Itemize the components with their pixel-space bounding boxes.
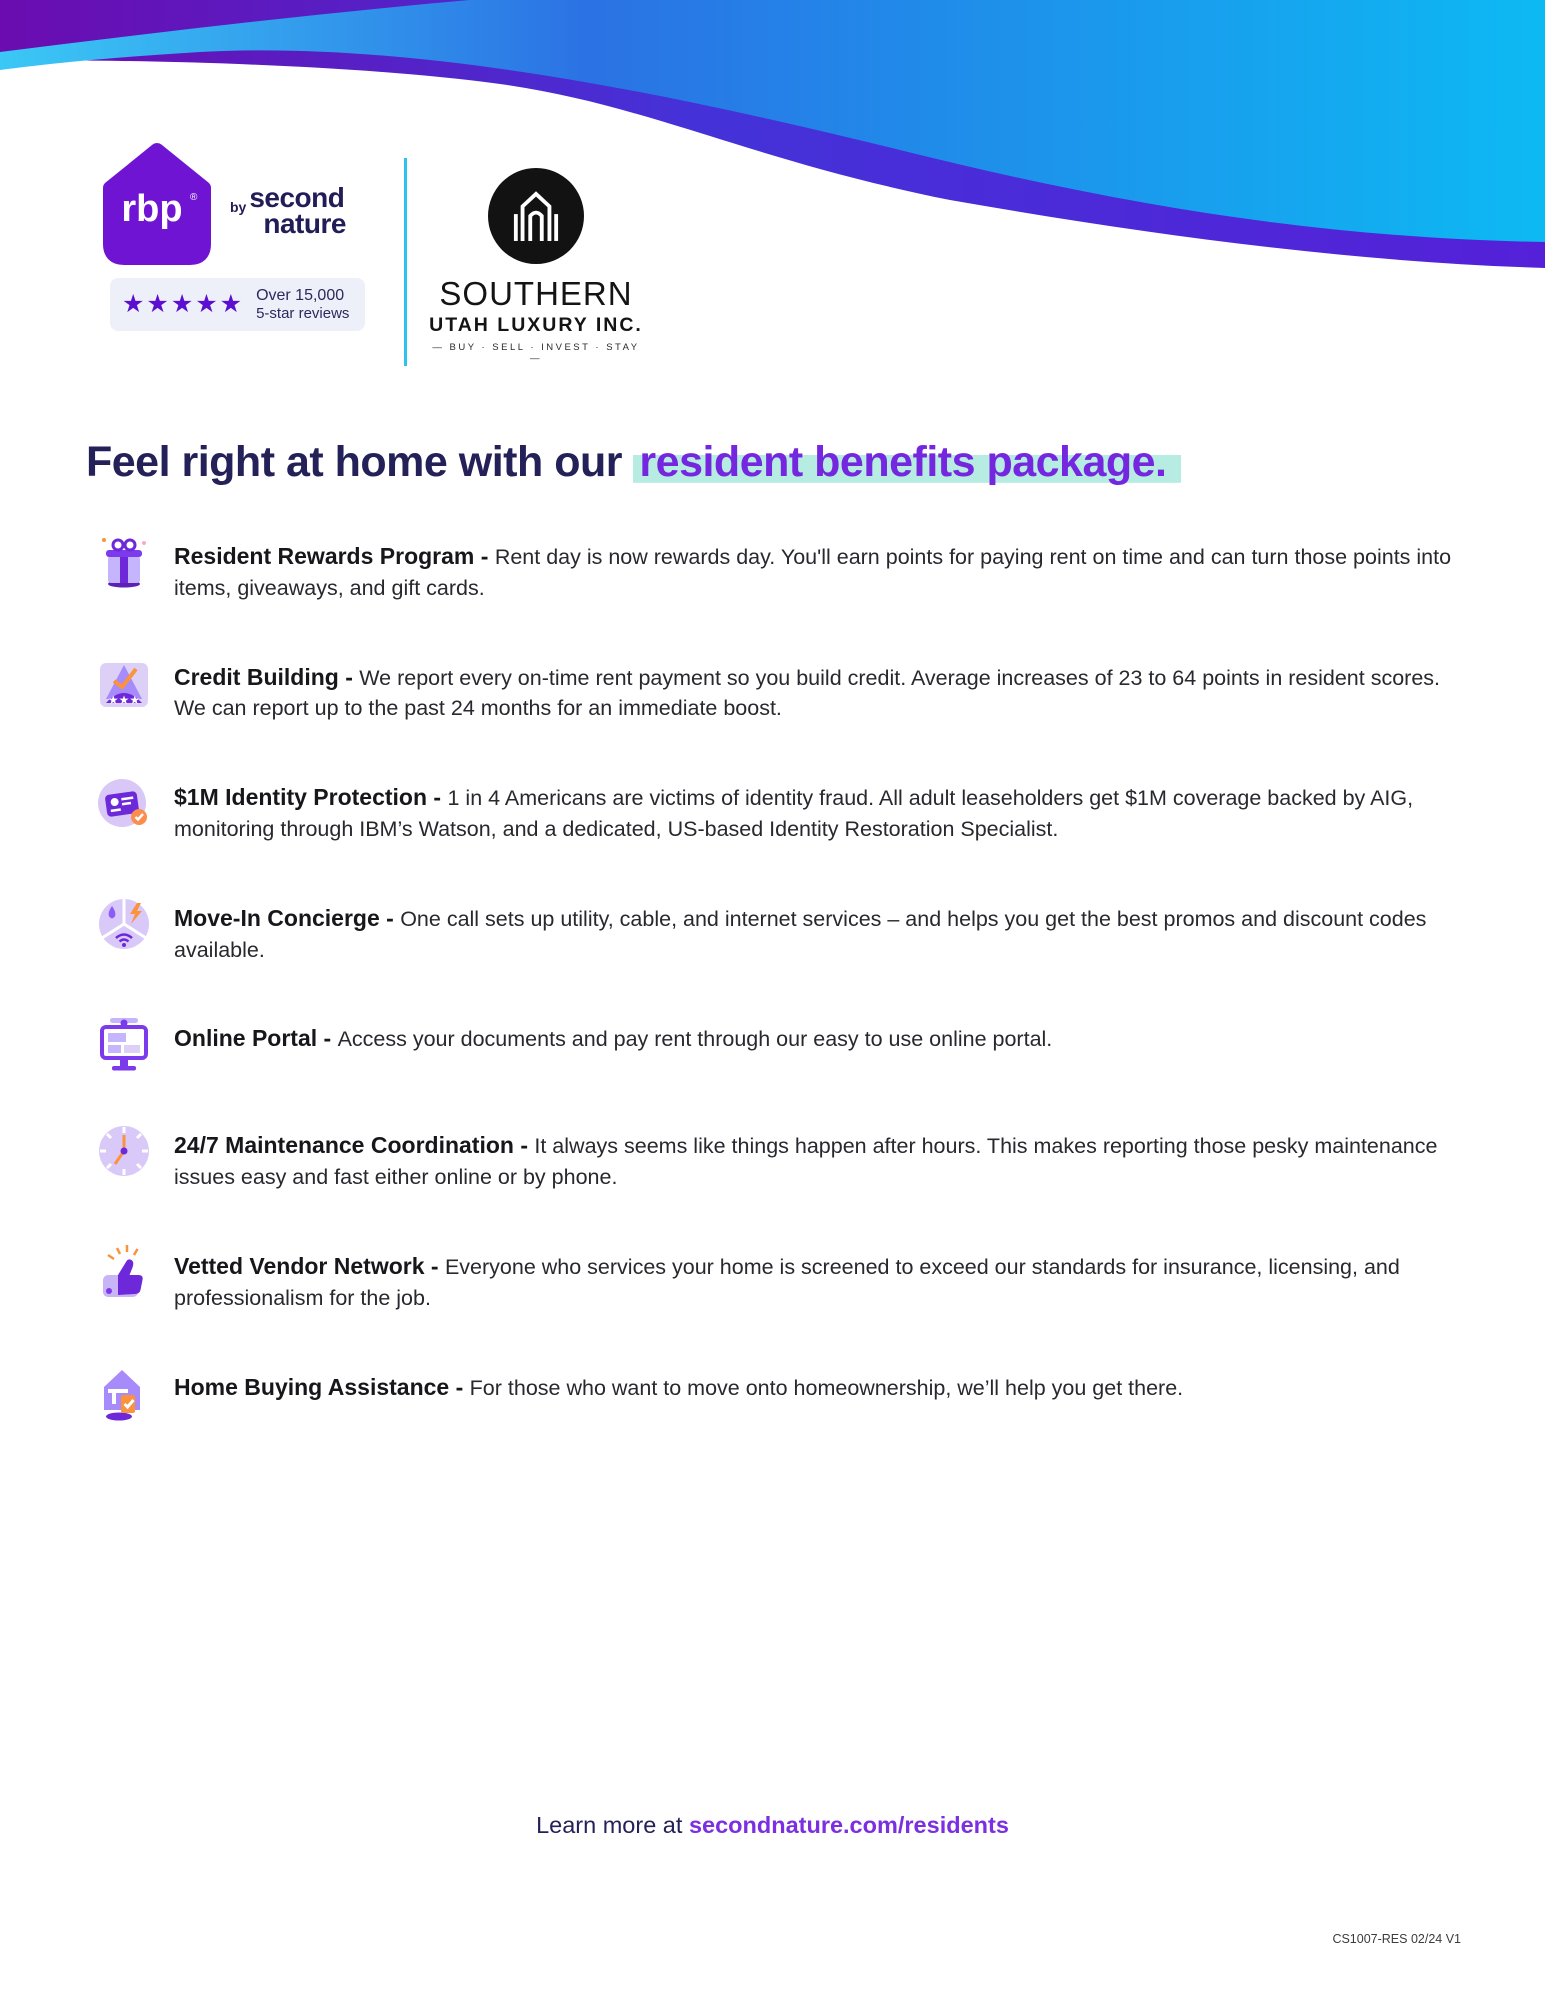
rbp-logo-block — [98, 142, 398, 331]
rbp-logo-text: rbp — [121, 188, 183, 230]
five-stars-icon: ★★★★★ — [122, 290, 245, 319]
rbp-logo-icon — [98, 142, 216, 270]
benefit-description: For those who want to move onto homeownership, we’ll help you get there. — [469, 1375, 1184, 1400]
list-item — [96, 1371, 1466, 1421]
benefit-title: Move-In Concierge - — [174, 904, 401, 931]
identity-protection-icon — [96, 775, 152, 831]
benefit-description: We report every on-time rent payment so you build credit. Average increases of 23 to 64 points in resident scores. We can report up to the past 24 months for an immediate boost. — [174, 665, 1441, 721]
svg-text:®: ® — [190, 192, 198, 203]
by-label: by — [230, 199, 247, 216]
benefit-description: Access your documents and pay rent through our easy to use online portal. — [337, 1027, 1053, 1052]
second-nature-wordmark — [230, 182, 346, 239]
benefit-title: Online Portal - — [174, 1025, 338, 1052]
benefit-description: Rent day is now rewards day. You'll earn points for paying rent on time and can turn those points into items, giveaways, and gift cards. — [174, 545, 1452, 600]
list-item — [96, 661, 1466, 725]
footer-link[interactable]: secondnature.com/residents — [688, 1812, 1009, 1838]
review-label: 5-star reviews — [256, 305, 350, 323]
online-portal-icon — [96, 1016, 152, 1072]
gift-icon — [96, 534, 152, 590]
credit-building-icon — [96, 655, 152, 711]
page-title — [86, 438, 1181, 487]
logo-divider — [404, 158, 407, 366]
footer — [0, 1812, 1545, 1839]
benefit-description: 1 in 4 Americans are victims of identity fraud. All adult leaseholders get $1M coverage backed by AIG, monitoring through IBM’s Watson, and a dedicated, US-based Identity Restoration Specialist. — [174, 786, 1414, 842]
benefit-title: Resident Rewards Program - — [174, 543, 495, 569]
benefit-title: Vetted Vendor Network - — [174, 1253, 445, 1280]
brand-line2: nature — [263, 208, 346, 239]
home-buying-icon — [96, 1365, 152, 1421]
benefit-description: One call sets up utility, cable, and internet services – and helps you get the best promos and discount codes available. — [174, 906, 1427, 962]
partner-tagline: — BUY · SELL · INVEST · STAY — — [432, 342, 640, 364]
vetted-vendor-icon — [96, 1244, 152, 1300]
list-item — [96, 540, 1466, 604]
review-count: Over 15,000 — [256, 287, 345, 304]
brand-line1: second — [249, 182, 345, 214]
maintenance-clock-icon — [96, 1123, 152, 1179]
headline-highlight: resident benefits package. — [633, 438, 1180, 486]
partner-name-line1: SOUTHERN — [439, 275, 633, 312]
move-in-concierge-icon — [96, 896, 152, 952]
review-badge — [110, 278, 365, 331]
southern-utah-luxury-house-icon — [488, 168, 584, 264]
list-item — [96, 781, 1466, 845]
svg-text:★★★: ★★★ — [107, 692, 141, 707]
benefit-title: Home Buying Assistance - — [174, 1373, 470, 1400]
benefit-description: It always seems like things happen after hours. This makes reporting those pesky maintenance issues easy and fast either online or by phone. — [174, 1134, 1438, 1190]
logo-row — [98, 142, 398, 331]
benefit-title: 24/7 Maintenance Coordination - — [174, 1132, 535, 1159]
benefit-description: Everyone who services your home is screened to exceed our standards for insurance, licensing, and professionalism for the job. — [174, 1255, 1400, 1310]
document-code: CS1007-RES 02/24 V1 — [1332, 1932, 1461, 1946]
partner-logo-block — [428, 168, 644, 364]
list-item — [96, 1022, 1466, 1072]
benefits-list — [96, 540, 1466, 1478]
list-item — [96, 902, 1466, 966]
footer-prefix: Learn more at — [536, 1812, 689, 1838]
benefit-title: $1M Identity Protection - — [174, 784, 448, 811]
headline-prefix: Feel right at home with our — [86, 438, 634, 486]
partner-name-line2: UTAH LUXURY INC. — [429, 314, 643, 336]
list-item — [96, 1129, 1466, 1193]
benefit-title: Credit Building - — [174, 663, 360, 690]
list-item — [96, 1250, 1466, 1314]
